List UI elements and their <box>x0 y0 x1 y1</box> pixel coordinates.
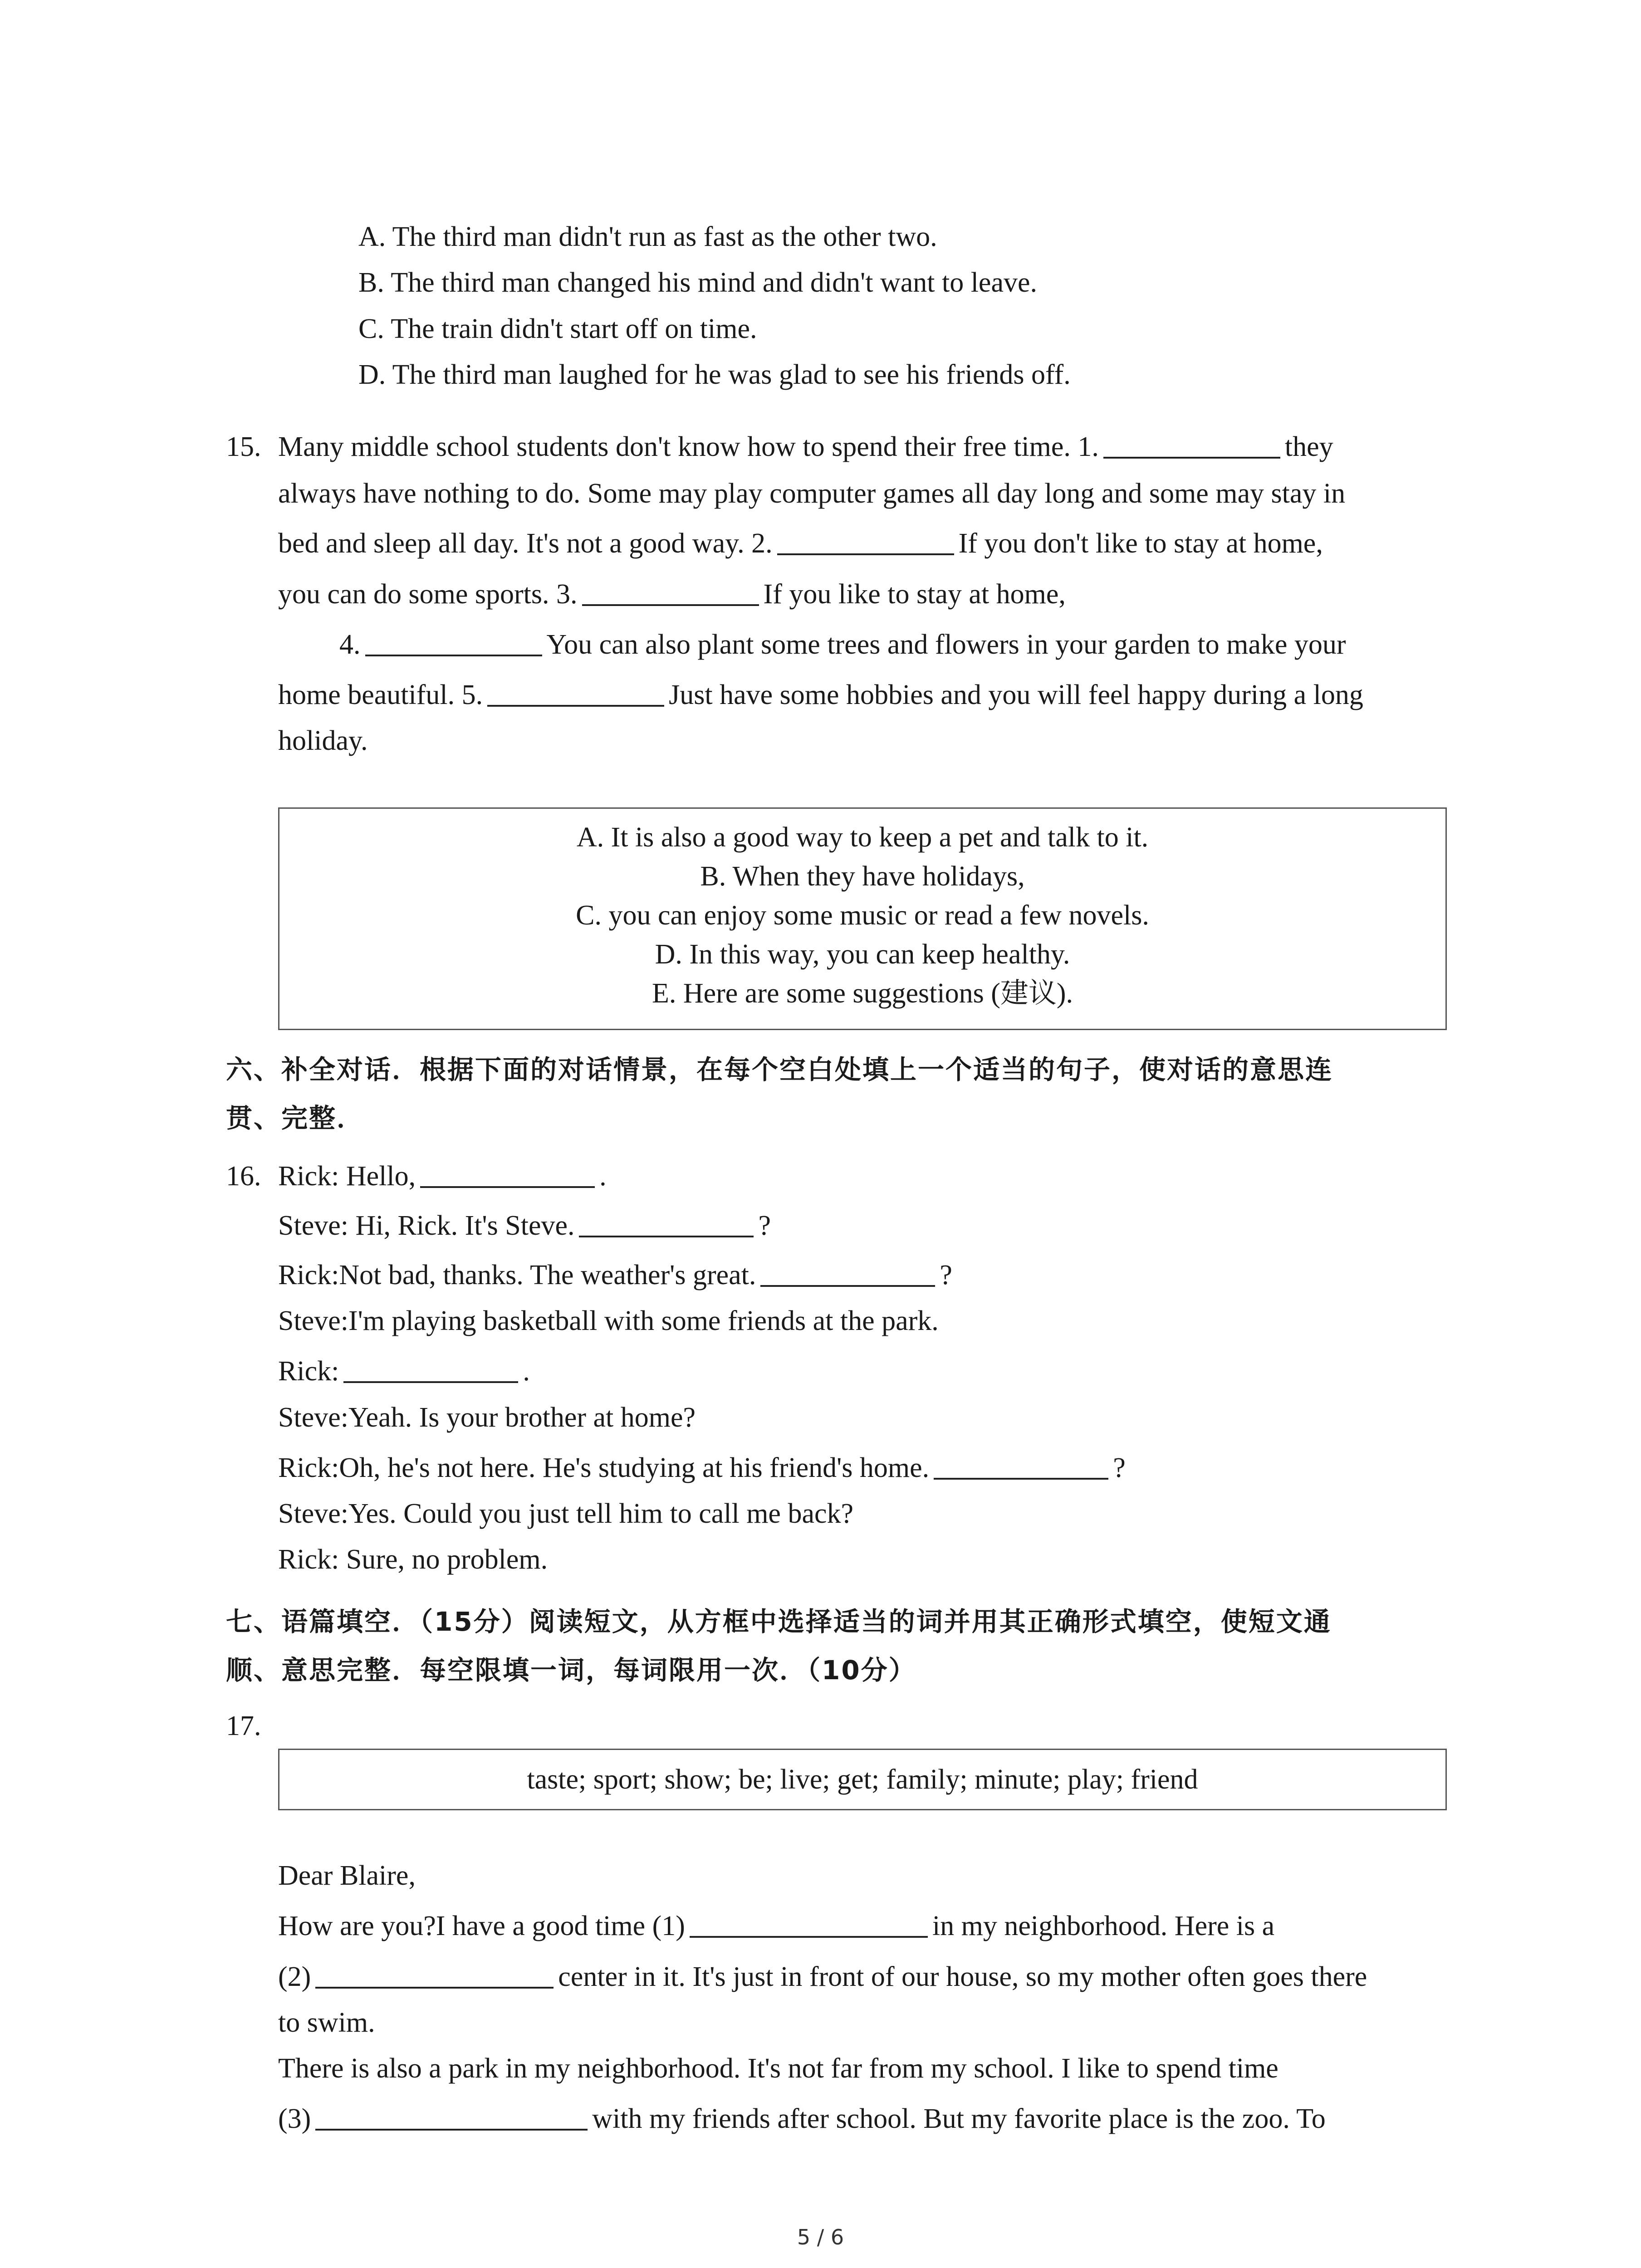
q14-option-b: B. The third man changed his mind and didn't want to leave. <box>358 267 1037 298</box>
q15-option-b: B. When they have holidays, <box>700 861 1025 892</box>
q15-line-4: you can do some sports. 3. If you like to stay at home, <box>278 576 1066 612</box>
answer-blank[interactable] <box>365 627 542 656</box>
q15-option-d: D. In this way, you can keep healthy. <box>655 939 1070 970</box>
q15-line-1: 15. Many middle school students don't know how to spend their free time. 1. they <box>226 429 1333 465</box>
letter-greeting: Dear Blaire, <box>278 1860 416 1891</box>
q16-line-2: Steve: Hi, Rick. It's Steve. ? <box>278 1207 771 1244</box>
q16-line-9: Rick: Sure, no problem. <box>278 1544 548 1575</box>
q15-line-6: home beautiful. 5. Just have some hobbies and you will feel happy during a long <box>278 677 1363 713</box>
q15-option-a: A. It is also a good way to keep a pet and talk to it. <box>576 822 1149 853</box>
q16-line-5: Rick: . <box>278 1353 530 1389</box>
q15-line-2: always have nothing to do. Some may play computer games all day long and some may stay in <box>278 478 1346 509</box>
letter-line-2: (2) center in it. It's just in front of our house, so my mother often goes there <box>278 1959 1367 1995</box>
answer-blank[interactable] <box>579 1208 754 1237</box>
answer-blank[interactable] <box>315 1960 554 1989</box>
section-7-heading-line-2: 顺、意思完整．每空限填一词，每词限用一次．（10分） <box>226 1655 916 1686</box>
q15-options-box <box>278 807 1447 1030</box>
q15-line-5: 4. You can also plant some trees and flowers in your garden to make your <box>339 626 1346 663</box>
q14-option-a: A. The third man didn't run as fast as the other two. <box>358 221 937 252</box>
answer-blank[interactable] <box>690 1909 928 1938</box>
page-number: 5 / 6 <box>797 2225 844 2249</box>
letter-line-4: There is also a park in my neighborhood. It's not far from my school. I like to spend time <box>278 2053 1279 2084</box>
letter-line-5: (3) with my friends after school. But my favorite place is the zoo. To <box>278 2101 1326 2137</box>
question-number: 15. <box>226 431 261 462</box>
answer-blank[interactable] <box>934 1451 1108 1480</box>
q17-word-box <box>278 1749 1447 1810</box>
answer-blank[interactable] <box>315 2102 588 2131</box>
q17-word-list: taste; sport; show; be; live; get; family; minute; play; friend <box>527 1764 1198 1795</box>
section-6-heading-line-2: 贯、完整． <box>226 1103 365 1134</box>
section-7-heading-line-1: 七、语篇填空．（15分）阅读短文，从方框中选择适当的词并用其正确形式填空，使短文通 <box>226 1606 1332 1637</box>
answer-blank[interactable] <box>777 526 954 555</box>
q17-number: 17. <box>226 1711 261 1741</box>
q16-line-1: 16. Rick: Hello, . <box>226 1158 607 1194</box>
question-number: 16. <box>226 1161 261 1192</box>
answer-blank[interactable] <box>760 1258 935 1287</box>
answer-blank[interactable] <box>343 1354 518 1383</box>
answer-blank[interactable] <box>1103 430 1280 459</box>
q15-option-e: E. Here are some suggestions (建议). <box>652 978 1073 1009</box>
answer-blank[interactable] <box>487 678 664 707</box>
q15-line-3: bed and sleep all day. It's not a good way. 2. If you don't like to stay at home, <box>278 525 1323 562</box>
letter-line-3: to swim. <box>278 2007 375 2038</box>
q16-line-8: Steve:Yes. Could you just tell him to call me back? <box>278 1498 854 1529</box>
q16-line-7: Rick:Oh, he's not here. He's studying at his friend's home. ? <box>278 1450 1126 1486</box>
q15-option-c: C. you can enjoy some music or read a few novels. <box>576 900 1149 931</box>
q15-line-7: holiday. <box>278 725 368 756</box>
answer-blank[interactable] <box>420 1159 595 1188</box>
answer-blank[interactable] <box>582 577 759 606</box>
q16-line-4: Steve:I'm playing basketball with some friends at the park. <box>278 1305 939 1336</box>
letter-line-1: How are you?I have a good time (1) in my neighborhood. Here is a <box>278 1908 1274 1944</box>
q16-line-6: Steve:Yeah. Is your brother at home? <box>278 1402 696 1433</box>
q16-line-3: Rick:Not bad, thanks. The weather's great. ? <box>278 1257 952 1293</box>
q14-option-d: D. The third man laughed for he was glad to see his friends off. <box>358 359 1071 390</box>
q14-option-c: C. The train didn't start off on time. <box>358 313 757 344</box>
section-6-heading-line-1: 六、补全对话．根据下面的对话情景，在每个空白处填上一个适当的句子，使对话的意思连 <box>226 1054 1333 1085</box>
